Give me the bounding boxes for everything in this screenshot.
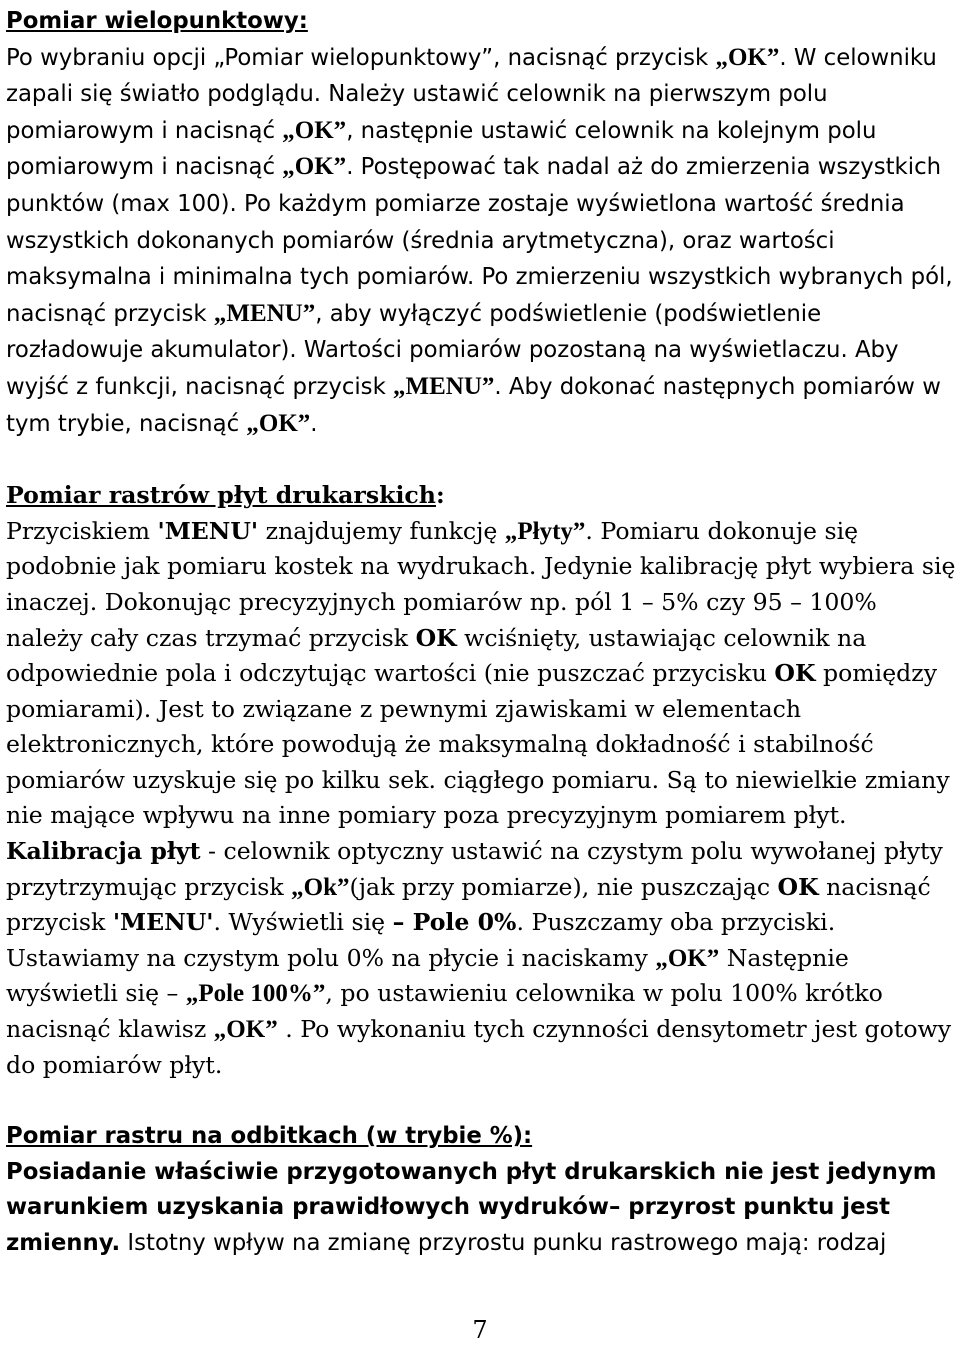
heading-multipoint: Pomiar wielopunktowy: xyxy=(6,8,308,34)
raster-prints-text: Posiadanie właściwie przygotowanych płyt drukarskich nie jest jedynym warunkiem uzyskania prawidłowych wydruków– przyrost punktu jest zmienny. Istotny wpływ na zmianę przyrostu punku rastrowego mają: rodzaj xyxy=(6,1158,937,1256)
ok-key: „OK” xyxy=(282,116,347,144)
heading-raster-prints: Pomiar rastru na odbitkach (w trybie %): xyxy=(6,1123,533,1150)
section-raster-prints xyxy=(6,1119,956,1261)
section-multipoint xyxy=(6,4,956,442)
ok-key: OK xyxy=(415,623,457,652)
pole-100-label: „Pole 100%” xyxy=(185,980,326,1008)
pole-0-label: – Pole 0% xyxy=(392,908,517,937)
menu-key: 'MENU' xyxy=(112,908,214,937)
ok-key: „OK” xyxy=(246,409,311,437)
menu-key: „MENU” xyxy=(393,372,495,400)
page-number: 7 xyxy=(472,1316,488,1344)
calibration-label: Kalibracja płyt xyxy=(6,837,201,866)
ok-key: „OK” xyxy=(282,153,347,181)
ok-key: „OK” xyxy=(655,944,720,972)
heading-plates: Pomiar rastrów płyt drukarskich: xyxy=(6,481,445,510)
raster-bold-text: Posiadanie właściwie przygotowanych płyt drukarskich nie jest jedynym warunkiem uzyskania prawidłowych wydruków– przyrost punktu jest zmienny. xyxy=(6,1158,937,1256)
document-page xyxy=(6,4,956,1262)
section-plates xyxy=(6,478,956,834)
section-calibration xyxy=(6,834,956,1083)
calibration-text: Kalibracja płyt - celownik optyczny ustawić na czystym polu wywołanej płyty przytrzymując przycisk „Ok”(jak przy pomiarze), nie puszczając OK nacisnąć przycisk 'MENU'. Wyświetli się – Pole 0%. Puszczamy oba przyciski. Ustawiamy na czystym polu 0% na płycie i naciskamy „OK” Następnie wyświetli się – „Pole 100%”, po ustawieniu celownika w polu 100% krótko nacisnąć klawisz „OK” . Po wykonaniu tych czynności densytometr jest gotowy do pomiarów płyt. xyxy=(6,837,952,1079)
ok-key: OK xyxy=(777,872,819,901)
menu-key: 'MENU' xyxy=(157,516,259,545)
spacer xyxy=(6,1083,956,1119)
ok-key: OK xyxy=(774,659,816,688)
menu-key: „MENU” xyxy=(213,299,316,327)
plates-function: „Płyty” xyxy=(504,517,586,545)
plates-text: Przyciskiem 'MENU' znajdujemy funkcję „Płyty”. Pomiaru dokonuje się podobnie jak pomiaru kostek na wydrukach. Jedynie kalibrację płyt wybiera się inaczej. Dokonując precyzyjnych pomiarów np. pól 1 – 5% czy 95 – 100% należy cały czas trzymać przycisk OK wciśnięty, ustawiając celownik na odpowiednie pola i odczytując wartości (nie puszczać przycisku OK pomiędzy pomiarami). Jest to związane z pewnymi zjawiskami w elementach elektronicznych, które powodują że maksymalną dokładność i stabilność pomiarów uzyskuje się po kilku sek. ciągłego pomiaru. Są to niewielkie zmiany nie mające wpływu na inne pomiary poza precyzyjnym pomiarem płyt. xyxy=(6,516,956,830)
ok-key: „OK” xyxy=(715,43,780,71)
multipoint-text: Po wybraniu opcji „Pomiar wielopunktowy”, nacisnąć przycisk „OK”. W celowniku zapali się światło podglądu. Należy ustawić celownik na pierwszym polu pomiarowym i nacisnąć „OK”, następnie ustawić celownik na kolejnym polu pomiarowym i nacisnąć „OK”. Postępować tak nadal aż do zmierzenia wszystkich punktów (max 100). Po każdym pomiarze zostaje wyświetlona wartość średnia wszystkich dokonanych pomiarów (średnia arytmetyczna), oraz wartości maksymalna i minimalna tych pomiarów. Po zmierzeniu wszystkich wybranych pól, nacisnąć przycisk „MENU”, aby wyłączyć podświetlenie (podświetlenie rozładowuje akumulator). Wartości pomiarów pozostaną na wyświetlaczu. Aby wyjść z funkcji, nacisnąć przycisk „MENU”. Aby dokonać następnych pomiarów w tym trybie, nacisnąć „OK”. xyxy=(6,43,953,437)
spacer xyxy=(6,442,956,478)
ok-key: „OK” xyxy=(213,1016,278,1044)
ok-key: „Ok” xyxy=(291,873,350,901)
